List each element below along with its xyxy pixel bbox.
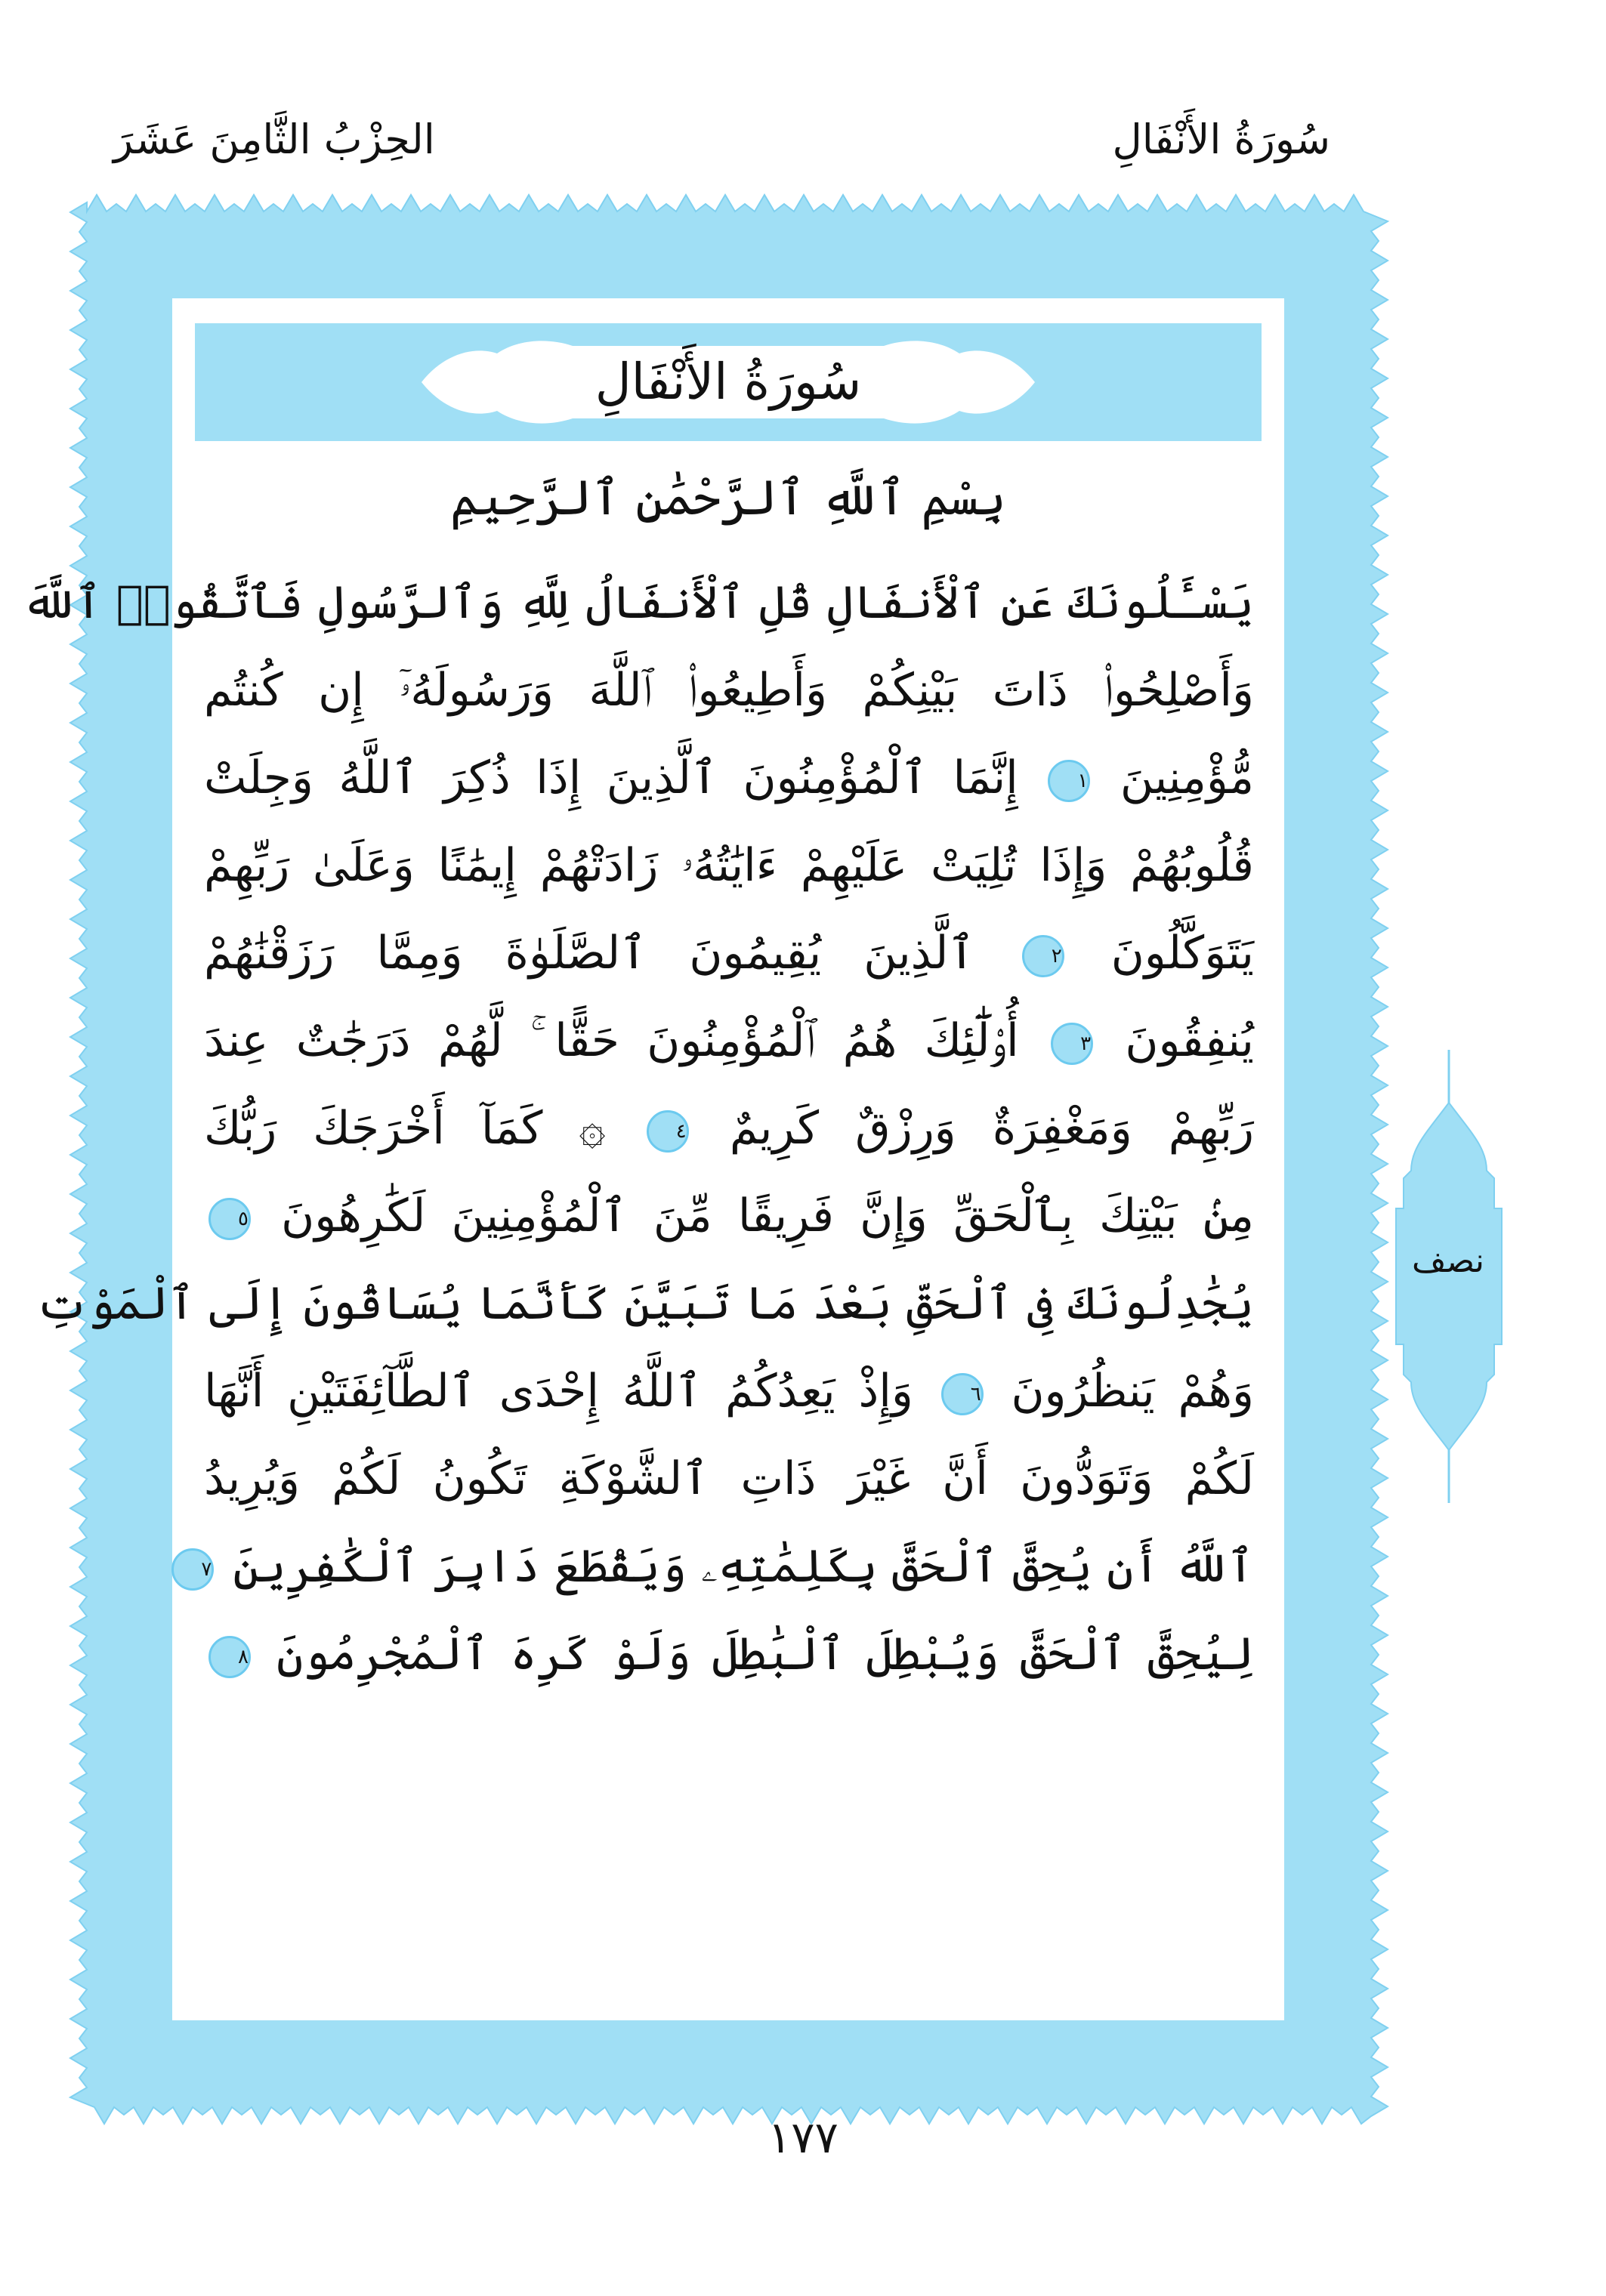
verse-line	[204, 1172, 1254, 1260]
verse-line	[204, 734, 1254, 822]
verse-line	[204, 1610, 1254, 1698]
ayah-number-marker: ٧	[171, 1548, 214, 1591]
ayah-number-marker: ٢	[1022, 935, 1064, 977]
verse-text: يَتَوَكَّلُونَ	[1110, 927, 1255, 980]
verse-line	[204, 909, 1254, 997]
running-header-hizb: الحِزْبُ الثَّامِنَ عَشَرَ	[113, 116, 435, 163]
ayah-number-marker: ٥	[208, 1198, 251, 1240]
page-number: ١٧٧	[767, 2112, 839, 2163]
verse-line	[22, 559, 1254, 647]
verse-line	[204, 997, 1254, 1085]
verse-text: وَأَصْلِحُوا۟ ذَاتَ بَيْنِكُمْ وَأَطِيعُوا۟ ٱللَّهَ وَرَسُولَهُۥٓ إِن كُنتُم	[204, 664, 1254, 717]
verse-text: يُجَٰدِلُونَكَ فِى ٱلْحَقِّ بَعْدَ مَا تَبَيَّنَ كَأَنَّمَا يُسَاقُونَ إِلَى ٱلْمَوْتِ	[35, 1277, 1254, 1330]
verse-text: وَإِذْ يَعِدُكُمُ ٱللَّهُ إِحْدَى ٱلطَّآئِفَتَيْنِ أَنَّهَا	[204, 1365, 913, 1418]
verse-text: مُّؤْمِنِينَ	[1120, 751, 1254, 804]
verse-text: لِيُحِقَّ ٱلْحَقَّ وَيُبْطِلَ ٱلْبَٰطِلَ وَلَوْ كَرِهَ ٱلْمُجْرِمُونَ	[276, 1628, 1255, 1680]
running-header-surah: سُورَةُ الأَنْفَالِ	[1112, 116, 1330, 163]
verse-text: وَهُمْ يَنظُرُونَ	[1011, 1365, 1254, 1418]
verse-line	[204, 647, 1254, 734]
ayah-number-marker: ٤	[647, 1110, 689, 1153]
verse-line	[35, 1260, 1254, 1347]
ayah-number-marker: ٣	[1051, 1023, 1093, 1065]
verse-text: مِنۢ بَيْتِكَ بِٱلْحَقِّ وَإِنَّ فَرِيقًا مِّنَ ٱلْمُؤْمِنِينَ لَكَٰرِهُونَ	[281, 1190, 1255, 1242]
verse-text: قُلُوبُهُمْ وَإِذَا تُلِيَتْ عَلَيْهِمْ ءَايَٰتُهُۥ زَادَتْهُمْ إِيمَٰنًا وَعَلَىٰ رَبِّهِمْ	[204, 839, 1254, 892]
verse-line	[204, 1085, 1254, 1172]
verse-text: يُنفِقُونَ	[1125, 1014, 1254, 1067]
basmala: بِسْمِ ٱللَّهِ ٱلرَّحْمَٰنِ ٱلرَّحِيمِ	[449, 471, 1007, 526]
verse-text: أُو۟لَٰٓئِكَ هُمُ ٱلْمُؤْمِنُونَ حَقًّا ۚ لَّهُمْ دَرَجَٰتٌ عِندَ	[204, 1014, 1019, 1067]
verse-block	[22, 559, 1255, 1698]
surah-title: سُورَةُ الأَنْفَالِ	[595, 353, 862, 411]
verse-text: ۞ كَمَآ أَخْرَجَكَ رَبُّكَ	[204, 1102, 606, 1155]
verse-text: إِنَّمَا ٱلْمُؤْمِنُونَ ٱلَّذِينَ إِذَا ذُكِرَ ٱللَّهُ وَجِلَتْ	[204, 751, 1018, 804]
verse-line	[204, 822, 1254, 909]
ayah-number-marker: ١	[1048, 760, 1090, 802]
verse-line	[204, 1435, 1254, 1523]
verse-text: رَبِّهِمْ وَمَغْفِرَةٌ وَرِزْقٌ كَرِيمٌ	[729, 1102, 1255, 1155]
surah-title-band	[195, 323, 1262, 441]
verse-text: ٱللَّهُ أَن يُحِقَّ ٱلْحَقَّ بِكَلِمَٰتِهِۦ وَيَقْطَعَ دَابِرَ ٱلْكَٰفِرِينَ	[233, 1540, 1254, 1593]
verse-text: لَكُمْ وَتَوَدُّونَ أَنَّ غَيْرَ ذَاتِ ٱلشَّوْكَةِ تَكُونُ لَكُمْ وَيُرِيدُ	[204, 1452, 1254, 1505]
verse-text: يَسْـَٔلُونَكَ عَنِ ٱلْأَنفَالِ قُلِ ٱلْأَنفَالُ لِلَّهِ وَٱلرَّسُولِ فَٱتَّقُوا۟ ٱللَّهَ	[22, 576, 1254, 629]
verse-line	[201, 1523, 1254, 1610]
ayah-number-marker: ٨	[208, 1636, 251, 1678]
nisf-label: نصف	[1412, 1242, 1484, 1280]
verse-line	[204, 1347, 1254, 1435]
ayah-number-marker: ٦	[941, 1373, 984, 1415]
verse-text: ٱلَّذِينَ يُقِيمُونَ ٱلصَّلَوٰةَ وَمِمَّا رَزَقْنَٰهُمْ	[204, 927, 975, 980]
